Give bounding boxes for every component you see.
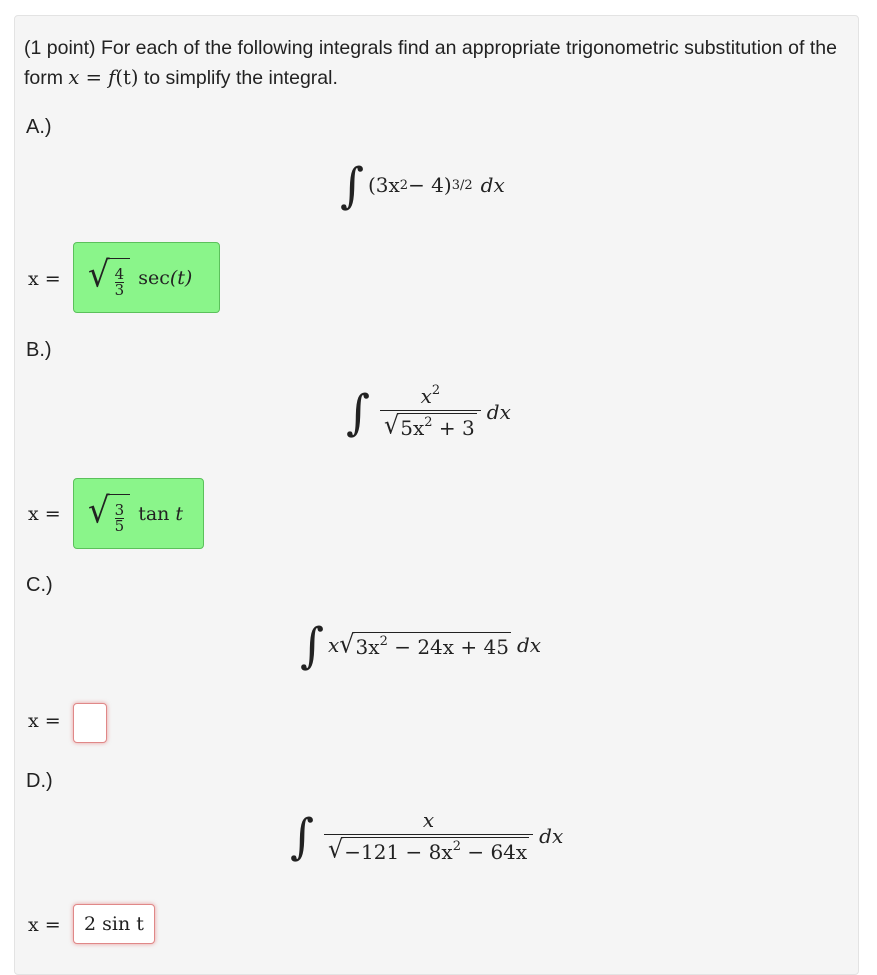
- integral-b-num: x: [420, 384, 432, 408]
- intro-x: x: [68, 66, 80, 89]
- integral-b-den-exp: 2: [424, 415, 433, 430]
- integral-a: [340, 156, 505, 214]
- integral-b-radical: [383, 410, 477, 440]
- integral-sign: ∫: [300, 616, 324, 674]
- part-c-label: C.): [26, 574, 53, 596]
- integral-c-radical: [339, 628, 511, 659]
- integral-d-den-exp: 2: [452, 839, 461, 854]
- integral-c-rad-a: 3x: [355, 634, 380, 659]
- intro-eq: =: [79, 66, 109, 89]
- integral-d-num: x: [422, 808, 435, 832]
- radical-sign: √: [88, 253, 110, 296]
- answer-d-input[interactable]: 2 sin t: [73, 904, 155, 944]
- radical-sign: √: [339, 628, 355, 659]
- integral-a-base: (3x: [367, 173, 400, 197]
- integral-c: [300, 616, 542, 674]
- integral-c-pre: x: [327, 633, 340, 657]
- answer-b-func: tan: [138, 502, 170, 525]
- integral-d: [290, 808, 563, 864]
- problem-statement: [24, 33, 854, 93]
- answer-a-num: 4: [114, 264, 125, 283]
- integral-d-fraction: [324, 808, 533, 864]
- part-a-label: A.): [26, 116, 52, 138]
- answer-b-den: 5: [114, 516, 125, 535]
- answer-a-field[interactable]: [73, 242, 220, 313]
- integral-b-den-b: + 3: [432, 416, 475, 440]
- intro-t: (t): [115, 66, 139, 89]
- integral-b-den-a: 5x: [400, 416, 425, 440]
- answer-b-fraction: [114, 500, 125, 535]
- answer-a-lhs: x =: [28, 268, 61, 290]
- integral-a-mid: − 4): [408, 173, 452, 197]
- answer-c-input[interactable]: [73, 703, 107, 743]
- integral-b-num-exp: 2: [431, 383, 441, 398]
- integral-d-den-a: −121 − 8x: [344, 840, 453, 864]
- answer-b-num: 3: [114, 500, 125, 519]
- integral-a-exp2: 3/2: [451, 177, 473, 193]
- answer-b-lhs: x =: [28, 503, 61, 525]
- integral-c-rad-b: − 24x + 45: [387, 634, 509, 659]
- integral-b-dx: dx: [486, 399, 511, 424]
- integral-b: [346, 383, 511, 440]
- part-d-label: D.): [26, 770, 53, 792]
- answer-b-field[interactable]: [73, 478, 204, 549]
- integral-d-dx: dx: [539, 824, 564, 848]
- radical-sign: √: [88, 489, 110, 532]
- answer-b-radical: [88, 489, 130, 535]
- part-b-label: B.): [26, 339, 52, 361]
- radical-sign: √: [383, 410, 400, 440]
- answer-c-lhs: x =: [28, 710, 61, 732]
- integral-a-exp1: 2: [399, 177, 409, 193]
- answer-b-arg: t: [175, 502, 184, 525]
- intro-prefix: (1 point) For each of the following integrals find an appropriate trigonometric substitution of the form: [24, 37, 837, 89]
- answer-a-den: 3: [114, 280, 125, 299]
- answer-a-arg: (t): [169, 266, 193, 289]
- integral-a-dx: dx: [480, 173, 505, 197]
- integral-b-fraction: [380, 383, 481, 440]
- integral-sign: ∫: [340, 156, 364, 214]
- integral-c-rad-exp: 2: [379, 633, 388, 649]
- integral-d-den-b: − 64x: [460, 840, 528, 864]
- integral-sign: ∫: [290, 807, 314, 865]
- integral-sign: ∫: [346, 383, 370, 440]
- answer-a-fraction: [114, 264, 125, 299]
- integral-d-radical: [327, 834, 529, 864]
- radical-sign: √: [327, 834, 344, 864]
- answer-a-func: sec: [138, 266, 170, 289]
- intro-f: f: [108, 66, 116, 89]
- answer-d-lhs: x =: [28, 914, 61, 936]
- intro-suffix: to simplify the integral.: [138, 67, 338, 89]
- answer-a-radical: [88, 253, 130, 299]
- integral-c-dx: dx: [516, 633, 542, 657]
